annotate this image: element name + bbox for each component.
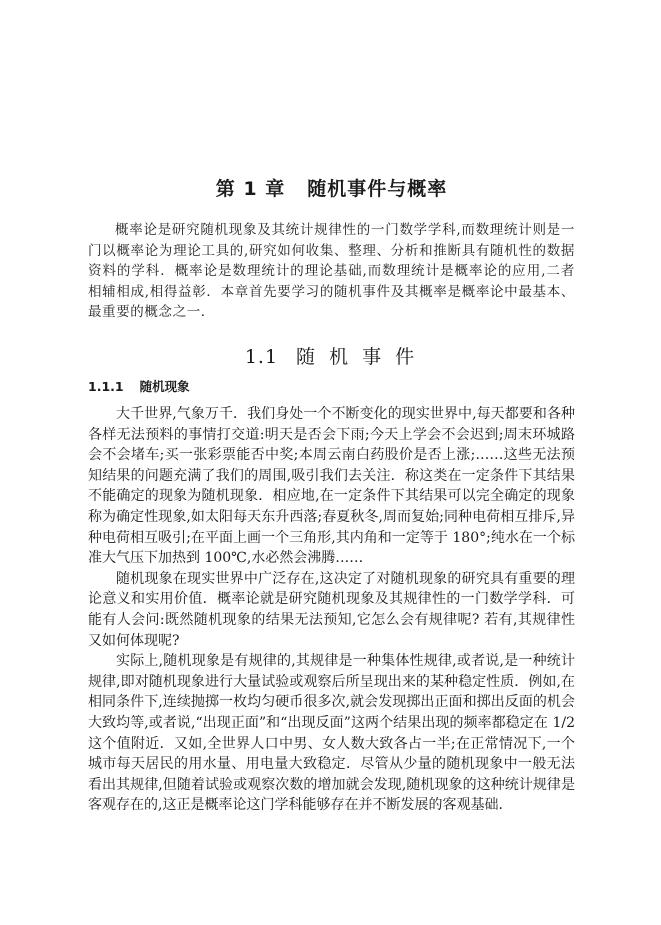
section-body <box>88 404 575 816</box>
subsection-number: 1.1.1 <box>88 379 124 394</box>
subsection-title-text: 随机现象 <box>139 379 190 394</box>
body-paragraph: 随机现象在现实世界中广泛存在,这决定了对随机现象的研究具有重要的理论意义和实用价值．概率论就是研究随机现象及其规律性的一门数学学科．可能有人会问:既然随机现象的结果无法预知,它怎么会有规律呢? 若有,其规律性又如何体现呢? <box>88 570 575 649</box>
chapter-title-text: 随机事件与概率 <box>307 178 448 200</box>
chapter-intro-paragraph: 概率论是研究随机现象及其统计规律性的一门数学学科,而数理统计则是一门以概率论为理论工具的,研究如何收集、整理、分析和推断具有随机性的数据资料的学科．概率论是数理统计的理论基础,而数理统计是概率论的应用,二者相辅相成,相得益彰．本章首先要学习的随机事件及其概率是概率论中最基本、最重要的概念之一． <box>88 222 575 320</box>
section-heading <box>88 342 575 369</box>
chapter-title <box>88 174 575 201</box>
body-paragraph: 实际上,随机现象是有规律的,其规律是一种集体性规律,或者说,是一种统计规律,即对随机现象进行大量试验或观察后所呈现出来的某种稳定性质．例如,在相同条件下,连续抛掷一枚均匀硬币很多次,就会发现掷出正面和掷出反面的机会大致均等,或者说,“出现正面”和“出现反面”这两个结果出现的频率都稳定在 1/2 这个值附近．又如,全世界人口中男、女人数大致各占一半;在正常情况下,一个城市每天居民的用水量、用电量大致稳定．尽管从少量的随机现象中一般无法看出其规律,但随着试验或观察次数的增加就会发现,随机现象的这种统计规律是客观存在的,这正是概率论这门学科能够存在并不断发展的客观基础． <box>88 653 575 814</box>
section-title-text: 随 机 事 件 <box>296 346 419 368</box>
chapter-number: 第 1 章 <box>215 178 286 200</box>
subsection-heading <box>88 377 190 395</box>
body-paragraph: 大千世界,气象万千．我们身处一个不断变化的现实世界中,每天都要和各种各样无法预料的事情打交道:明天是否会下雨;今天上学会不会迟到;周末环城路会不会堵车;买一张彩票能否中奖;本周云南白药股价是否上涨;……这些无法预知结果的问题充满了我们的周围,吸引我们去关注．称这类在一定条件下其结果不能确定的现象为随机现象．相应地,在一定条件下其结果可以完全确定的现象称为确定性现象,如太阳每天东升西落;春夏秋冬,周而复始;同种电荷相互排斥,异种电荷相互吸引;在平面上画一个三角形,其内角和一定等于 180°;纯水在一个标准大气压下加热到 100℃,水必然会沸腾…… <box>88 406 575 567</box>
section-number: 1.1 <box>244 346 279 368</box>
